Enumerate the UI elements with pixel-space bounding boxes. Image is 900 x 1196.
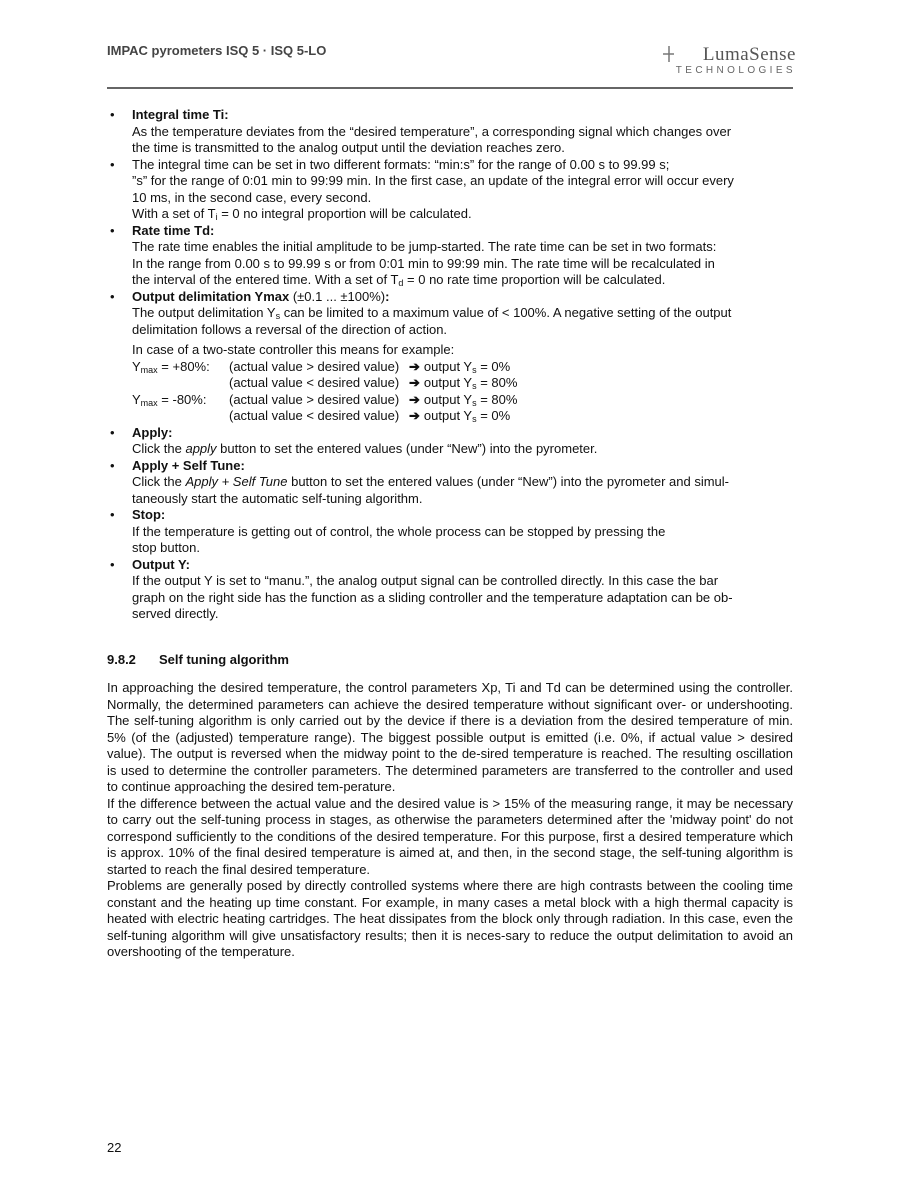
- item-text: If the output Y is set to “manu.”, the analog output signal can be controlled directly. In this case the bar: [132, 573, 719, 588]
- page-content: [107, 107, 793, 961]
- list-item-apply-self-tune: [107, 458, 793, 508]
- example-row: (actual value < desired value) ➔ output $Y_s = 80\%$: [229, 375, 518, 391]
- item-text: ”s” for the range of 0:01 min to 99:99 min. In the first case, an update of the integral error will occur every: [132, 173, 734, 188]
- bullet-icon: •: [110, 424, 115, 440]
- bullet-icon: •: [110, 457, 115, 473]
- logo-wordmark: LumaSense: [702, 44, 796, 65]
- item-title: Integral time Ti:: [132, 107, 229, 122]
- list-item-rate-time: [107, 223, 793, 289]
- item-text: stop button.: [132, 540, 200, 555]
- arrow-right-icon: ➔: [409, 375, 420, 390]
- header-rule: [107, 87, 793, 89]
- document-header-title: IMPAC pyrometers ISQ 5 · ISQ 5-LO: [107, 43, 327, 58]
- bullet-icon: •: [110, 156, 115, 172]
- section-number: 9.8.2: [107, 651, 136, 667]
- bullet-icon: •: [110, 107, 115, 122]
- item-text: In the range from 0.00 s to 99.99 s or from 0:01 min to 99:99 min. The rate time will be recalculated in: [132, 255, 715, 271]
- item-text: taneously start the automatic self-tuning algorithm.: [132, 490, 423, 506]
- bullet-icon: •: [110, 507, 115, 522]
- arrow-right-icon: ➔: [409, 391, 420, 407]
- example-intro: In case of a two-state controller this means for example:: [132, 342, 455, 357]
- item-text: delimitation follows a reversal of the direction of action.: [132, 321, 448, 337]
- bullet-icon: •: [110, 288, 115, 304]
- item-title: Stop:: [132, 507, 166, 522]
- item-title: Apply + Self Tune:: [132, 457, 245, 473]
- company-logo: [662, 44, 796, 84]
- item-title: Output delimitation Ymax (±0.1 ... ±100%):: [132, 288, 390, 304]
- list-item-output-y: [107, 557, 793, 623]
- bullet-icon: •: [110, 222, 115, 238]
- example-row: $Y_{max} = +80\%$: (actual value > desired value) ➔ output $Y_s = 0\%$: [132, 358, 511, 375]
- page-number: 22: [107, 1140, 122, 1155]
- paragraph: In approaching the desired temperature, the control parameters Xp, Ti and Td can be determined using the controller. Normally, the determined parameters can achieve the desired temperature without significant over- or undershooting. The self-tuning algorithm is only carried out by the device if there is a deviation from the desired temperature of min. 5% (of the (adjusted) temperature range). The biggest possible output is emitted (i.e. 0%, if actual value > desired value). The output is reversed when the midway point to the de-sired temperature is reached. The resulting oscillation is used to determine the controller parameters. The determined parameters are transferred to the controller and used to continue approaching the desired tem-perature.: [107, 680, 793, 794]
- item-text: graph on the right side has the function as a sliding controller and the temperature adaptation can be ob-: [132, 589, 733, 605]
- arrow-right-icon: ➔: [409, 408, 420, 423]
- logo-mark-icon: [662, 44, 674, 64]
- item-text: The rate time enables the initial amplitude to be jump-started. The rate time can be set in two formats:: [132, 239, 717, 254]
- bullet-icon: •: [110, 556, 115, 572]
- item-title: Apply:: [132, 424, 173, 440]
- paragraph: Problems are generally posed by directly controlled systems where there are high contrasts between the cooling time constant and the heating up time constant. For example, in many cases a metal block with a high thermal capacity is heated with electric heating cartridges. The heat dissipates from the block only through radiation. In this case, even the self-tuning algorithm will give unsatisfactory results; then it is neces-sary to reduce the output delimitation to avoid an overshooting of the temperature.: [107, 878, 793, 959]
- item-text: the time is transmitted to the analog output until the deviation reaches zero.: [132, 140, 565, 155]
- example-row: $Y_{max} = -80\%$: (actual value > desired value) ➔ output $Y_s = 80\%$: [132, 391, 518, 408]
- list-item-output-delimitation: [107, 289, 793, 425]
- item-note: With a set of $T_i = 0$ no integral proportion will be calculated.: [132, 206, 472, 222]
- example-row: (actual value < desired value) ➔ output $Y_s = 0\%$: [229, 408, 511, 424]
- list-item-integral-time: [107, 107, 793, 157]
- paragraph: If the difference between the actual value and the desired value is > 15% of the measuring range, it may be necessary to carry out the self-tuning process in stages, as otherwise the parameters determined after the 'midway point' do not correspond sufficiently to the conditions of the desired temperature. For this purpose, first a desired temperature which is approx. 10% of the final desired temperature is aimed at, and then, in the second stage, the self-tuning algorithm is started to reach the final desired temperature.: [107, 795, 793, 877]
- item-text: the interval of the entered time. With a set of $T_d = 0$ no rate time proportion will be calculated.: [132, 272, 666, 288]
- item-text: 10 ms, in the second case, every second.: [132, 189, 372, 205]
- logo-tagline: TECHNOLOGIES: [675, 65, 796, 76]
- list-item-integral-formats: [107, 157, 793, 223]
- item-text: Click the apply button to set the entered values (under “New”) into the pyrometer.: [132, 441, 598, 456]
- parameter-list: [107, 107, 793, 623]
- item-text: The integral time can be set in two different formats: “min:s” for the range of 0.00 s to 99.99 s;: [132, 156, 670, 172]
- section-body: [107, 680, 793, 961]
- list-item-stop: [107, 507, 793, 557]
- list-item-apply: [107, 425, 793, 458]
- section-title: Self tuning algorithm: [159, 651, 289, 667]
- item-title: Output Y:: [132, 556, 191, 572]
- item-text: If the temperature is getting out of control, the whole process can be stopped by pressing the: [132, 523, 666, 539]
- arrow-right-icon: ➔: [409, 358, 420, 374]
- item-text: The output delimitation $Y_s$ can be limited to a maximum value of < 100%. A negative setting of the output: [132, 305, 732, 321]
- item-text: As the temperature deviates from the “desired temperature”, a corresponding signal which changes over: [132, 123, 732, 139]
- item-text: served directly.: [132, 606, 219, 621]
- section-heading: [107, 652, 793, 669]
- item-title: Rate time Td:: [132, 222, 215, 238]
- item-text: Click the Apply + Self Tune button to set the entered values (under “New”) into the pyrometer and simul-: [132, 474, 729, 489]
